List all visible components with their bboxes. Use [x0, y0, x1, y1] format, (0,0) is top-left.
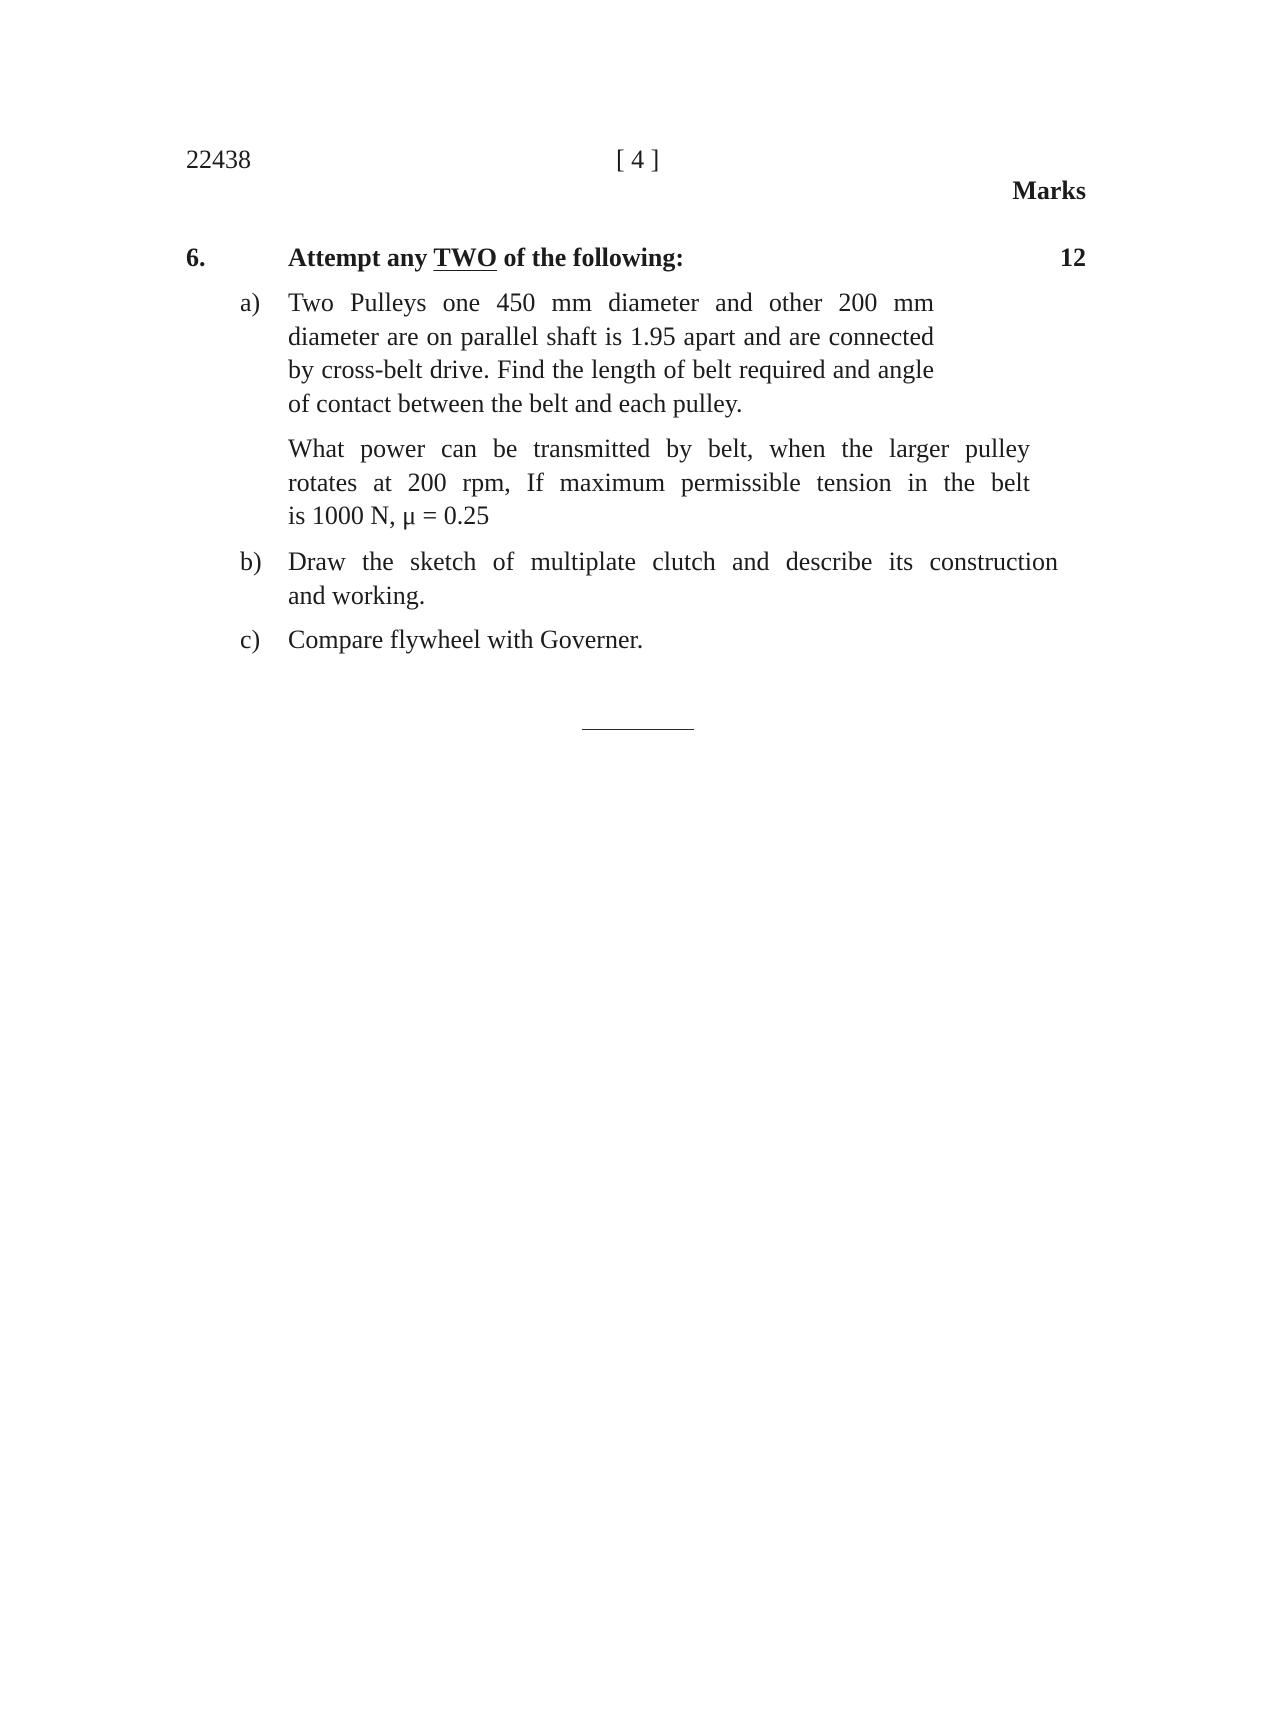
- part-a-p1-line-3: by cross-belt drive. Find the length of belt required and angle: [288, 355, 934, 384]
- part-a-paragraph-1: [288, 286, 934, 420]
- question-number: 6.: [186, 243, 206, 272]
- part-b-line-2: and working.: [288, 580, 426, 610]
- marks-heading: Marks: [1012, 176, 1086, 205]
- question-instruction: [288, 241, 684, 274]
- instruction-suffix: of the following:: [503, 243, 685, 272]
- part-c-paragraph: [288, 623, 988, 657]
- part-a-p2-line-3: is 1000 N, μ = 0.25: [288, 501, 490, 530]
- part-a-p1-line-1: Two Pulleys one 450 mm diameter and other 200 mm: [288, 288, 934, 317]
- part-c-line-1: Compare flywheel with Governer.: [288, 625, 644, 654]
- part-b-line-1: Draw the sketch of multiplate clutch and describe its construction: [288, 547, 1058, 576]
- part-a-paragraph-2: [288, 432, 1030, 533]
- part-a-p1-line-4: of contact between the belt and each pulley.: [288, 388, 743, 418]
- part-b-paragraph: [288, 545, 1058, 612]
- paper-code: 22438: [186, 145, 251, 174]
- part-a-p2-line-2: rotates at 200 rpm, If maximum permissible tension in the belt: [288, 467, 1030, 497]
- instruction-emphasis: TWO: [433, 243, 497, 272]
- part-a-p1-line-2: diameter are on parallel shaft is 1.95 apart and are connected: [288, 321, 934, 351]
- part-b-label: b): [240, 547, 262, 576]
- part-a-p2-line-1: What power can be transmitted by belt, when the larger pulley: [288, 434, 1030, 463]
- page-number: [ 4 ]: [616, 145, 660, 174]
- instruction-prefix: Attempt any: [288, 243, 428, 272]
- end-of-paper-rule: [582, 729, 694, 730]
- question-marks: 12: [1060, 243, 1086, 272]
- part-c-label: c): [240, 625, 261, 654]
- part-a-label: a): [240, 288, 261, 317]
